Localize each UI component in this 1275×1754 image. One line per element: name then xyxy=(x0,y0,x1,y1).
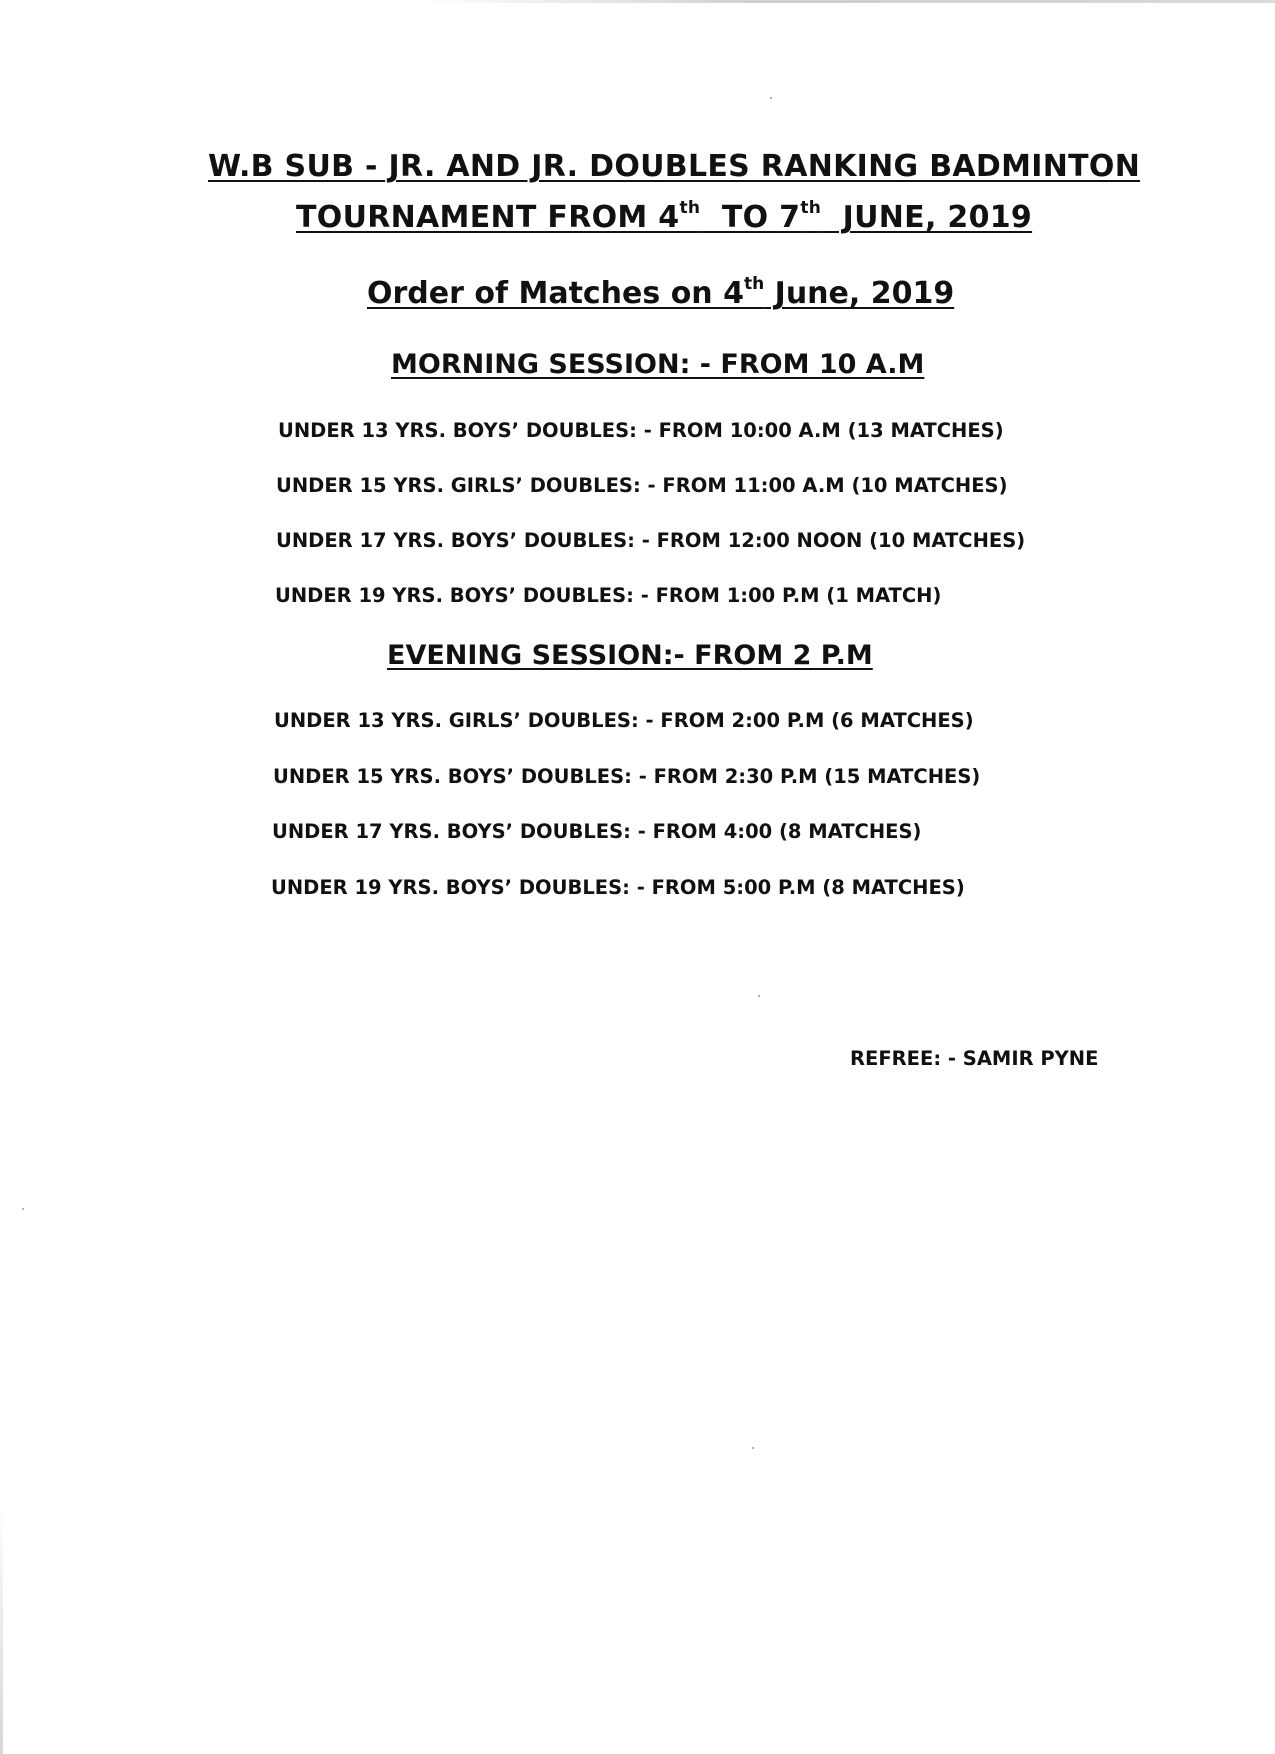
title-sup-1: th xyxy=(679,198,701,218)
match-line: UNDER 13 YRS. BOYS’ DOUBLES: - FROM 10:00 A.M (13 MATCHES) xyxy=(278,419,1004,442)
scan-speck xyxy=(22,1208,24,1210)
title-line-2 xyxy=(296,200,1032,235)
order-sup: th xyxy=(743,274,765,294)
morning-session-heading: MORNING SESSION: - FROM 10 A.M xyxy=(391,349,925,380)
scan-speck xyxy=(758,995,760,997)
title-line-1: W.B SUB - JR. AND JR. DOUBLES RANKING BADMINTON xyxy=(208,149,1141,184)
match-line: UNDER 17 YRS. BOYS’ DOUBLES: - FROM 4:00 (8 MATCHES) xyxy=(272,820,922,843)
order-heading xyxy=(367,276,954,311)
scan-top-edge xyxy=(420,0,1275,3)
match-line: UNDER 15 YRS. BOYS’ DOUBLES: - FROM 2:30 P.M (15 MATCHES) xyxy=(273,765,981,788)
scan-speck xyxy=(752,1447,754,1449)
order-suffix: June, 2019 xyxy=(764,276,955,311)
evening-session-heading: EVENING SESSION:- FROM 2 P.M xyxy=(387,640,873,671)
match-line: UNDER 13 YRS. GIRLS’ DOUBLES: - FROM 2:00 P.M (6 MATCHES) xyxy=(274,709,974,732)
title-line-2-prefix: TOURNAMENT FROM 4 xyxy=(296,200,680,235)
scan-speck xyxy=(770,97,772,99)
referee-line: REFREE: - SAMIR PYNE xyxy=(850,1047,1099,1070)
match-line: UNDER 17 YRS. BOYS’ DOUBLES: - FROM 12:00 NOON (10 MATCHES) xyxy=(276,529,1026,552)
order-prefix: Order of Matches on 4 xyxy=(367,276,744,311)
match-line: UNDER 15 YRS. GIRLS’ DOUBLES: - FROM 11:00 A.M (10 MATCHES) xyxy=(276,474,1008,497)
match-line: UNDER 19 YRS. BOYS’ DOUBLES: - FROM 1:00 P.M (1 MATCH) xyxy=(275,584,942,607)
title-line-2-mid: TO 7 xyxy=(700,200,801,235)
title-sup-2: th xyxy=(800,198,822,218)
scan-left-edge xyxy=(0,1500,3,1754)
title-line-2-suffix: JUNE, 2019 xyxy=(821,200,1033,235)
match-line: UNDER 19 YRS. BOYS’ DOUBLES: - FROM 5:00 P.M (8 MATCHES) xyxy=(271,876,965,899)
